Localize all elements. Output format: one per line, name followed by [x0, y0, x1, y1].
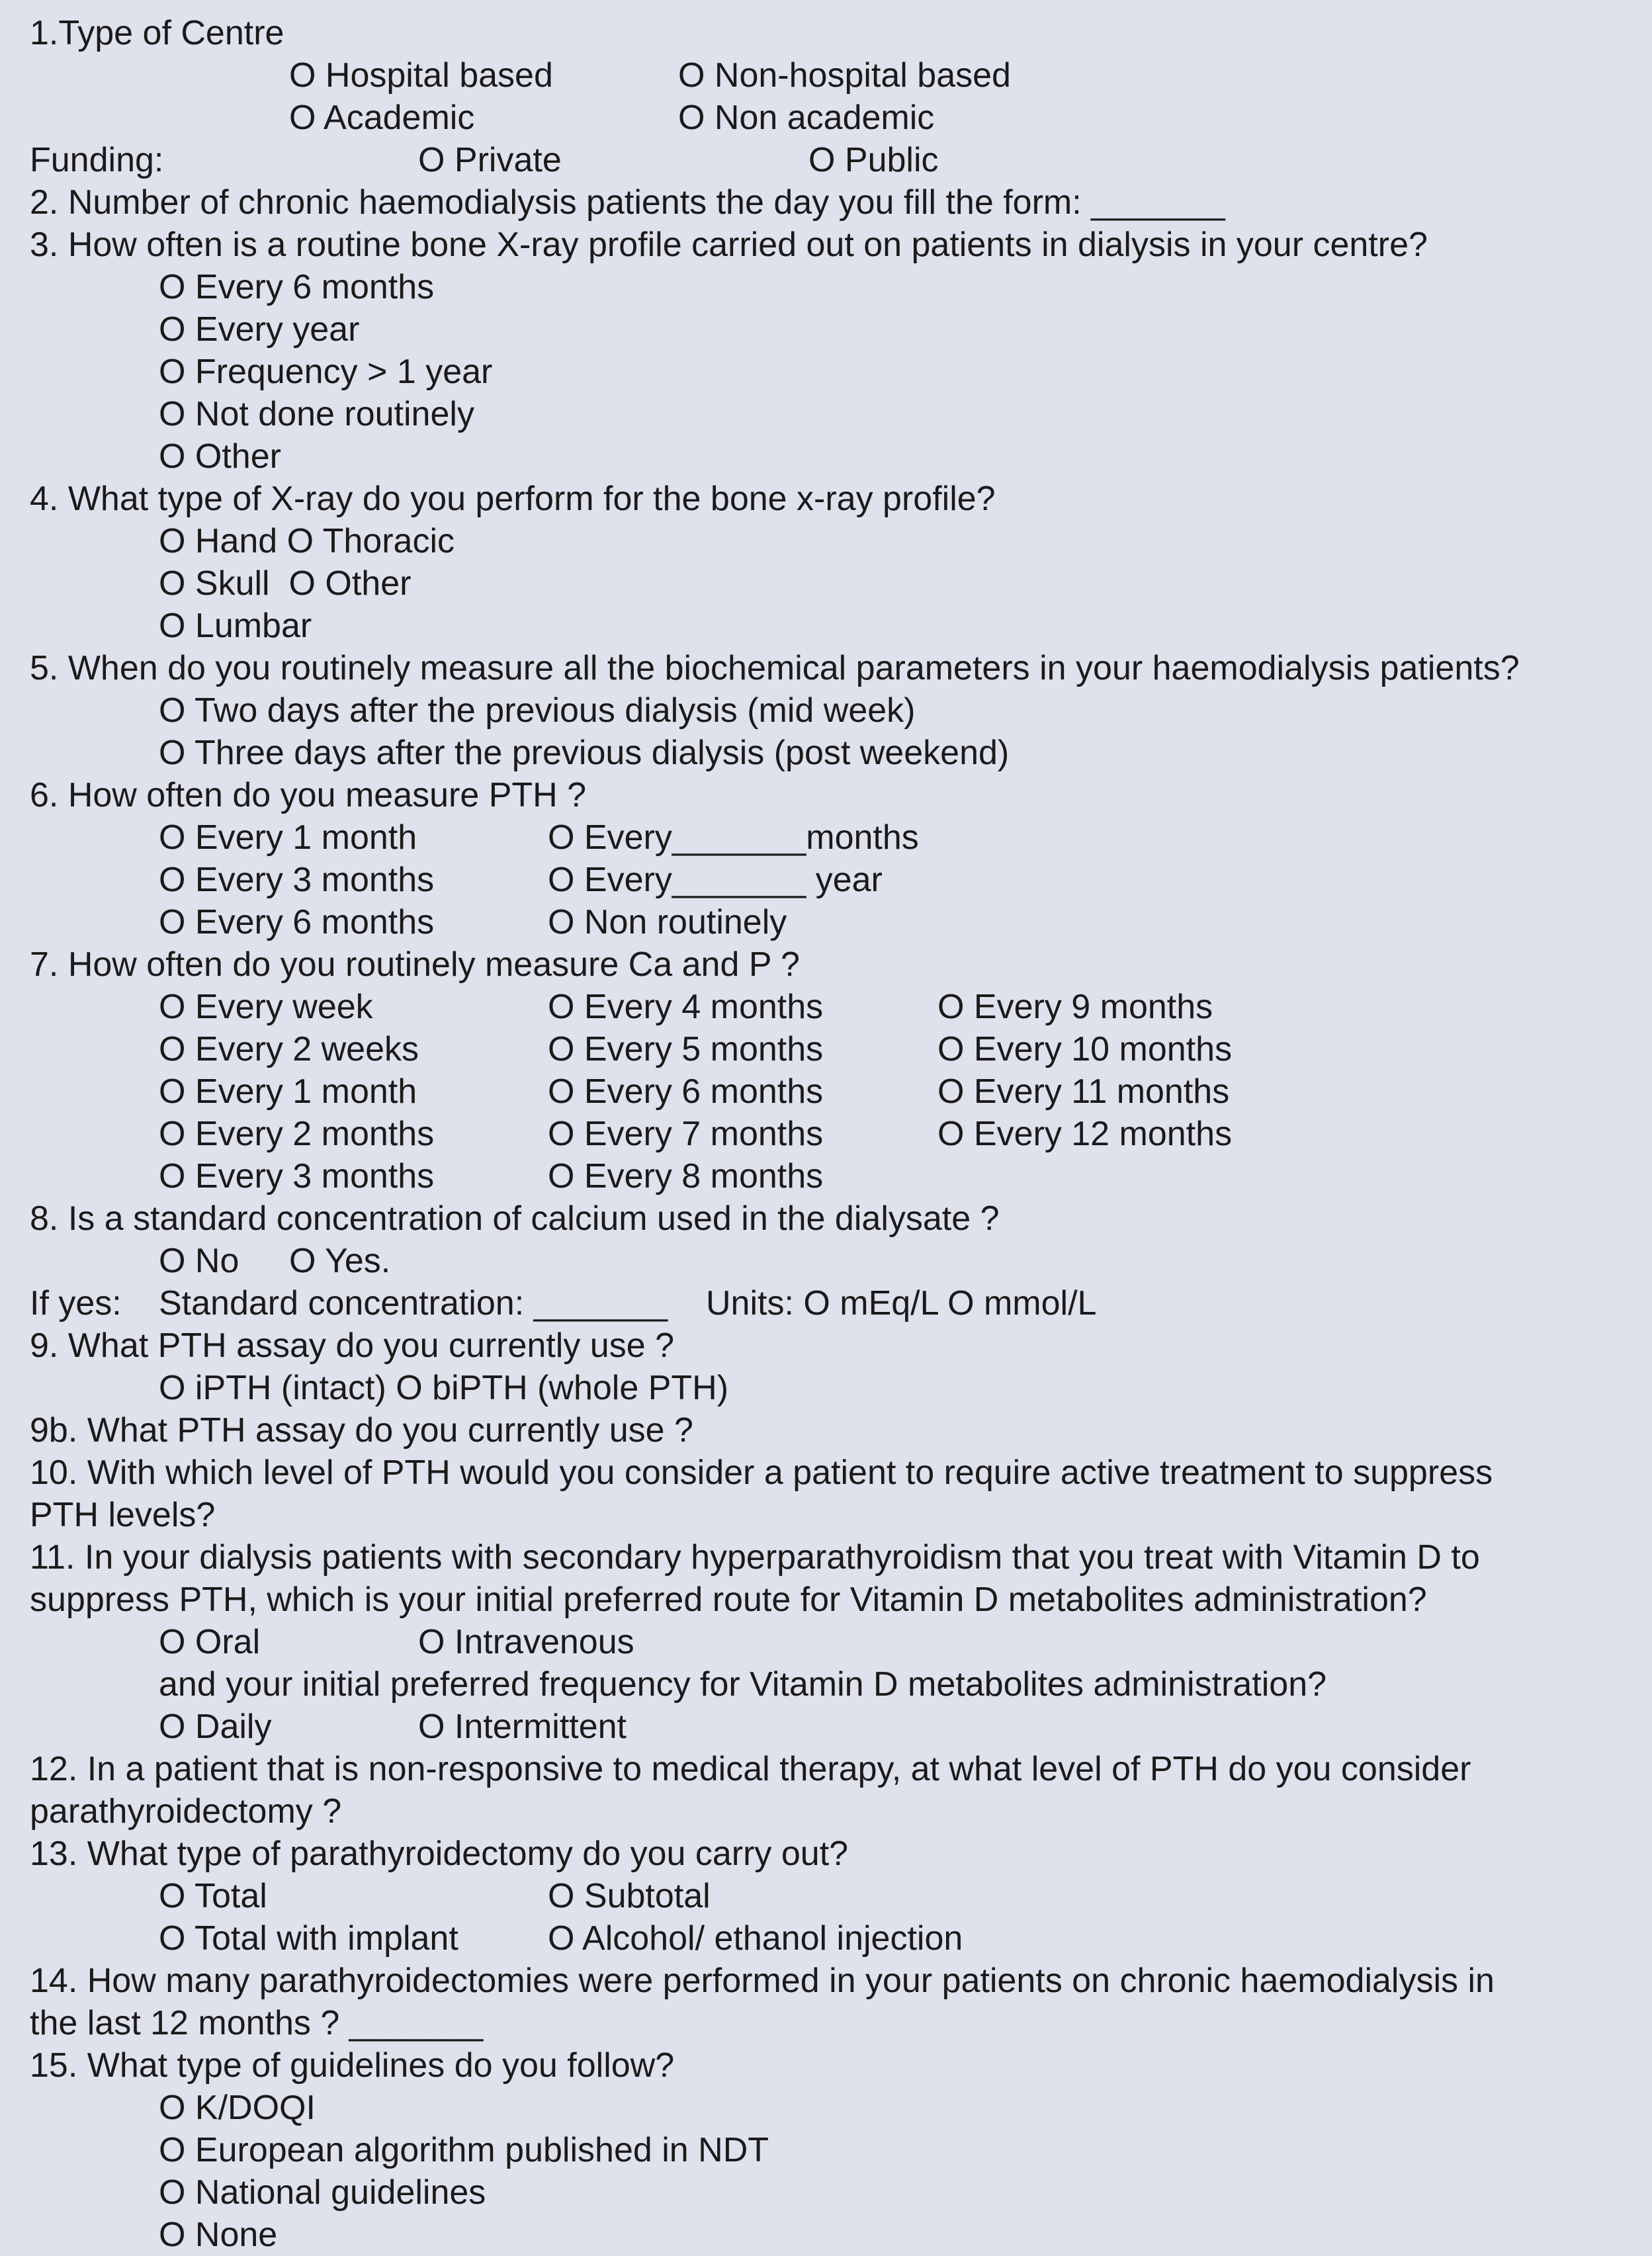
q11-option-intravenous[interactable]: O Intravenous [418, 1623, 634, 1661]
q4-option[interactable]: O Hand O Thoracic [159, 522, 455, 560]
q5-option[interactable]: O Three days after the previous dialysis (post weekend) [159, 734, 1010, 772]
q11-title-line1: 11. In your dialysis patients with secondary hyperparathyroidism that you treat with Vitamin D to [30, 1538, 1480, 1577]
q7-option[interactable]: O Every 5 months [548, 1030, 824, 1068]
q7-option[interactable]: O Every week [159, 988, 373, 1026]
q4-title: 4. What type of X-ray do you perform for the bone x-ray profile? [30, 480, 996, 518]
q4-option[interactable]: O Lumbar [159, 607, 312, 645]
q13-title: 13. What type of parathyroidectomy do you carry out? [30, 1835, 849, 1873]
q6-option[interactable]: O Every_______months [548, 818, 919, 857]
q11-option-oral[interactable]: O Oral [159, 1623, 261, 1661]
q3-option[interactable]: O Every 6 months [159, 268, 435, 306]
q8-if-yes-label: If yes: [30, 1284, 122, 1323]
q7-option[interactable]: O Every 2 months [159, 1115, 435, 1153]
q7-option[interactable]: O Every 6 months [548, 1072, 824, 1111]
q6-option[interactable]: O Every 6 months [159, 903, 435, 941]
q2-title: 2. Number of chronic haemodialysis patients the day you fill the form: _______ [30, 183, 1225, 222]
q7-option[interactable]: O Every 12 months [937, 1115, 1233, 1153]
funding-label: Funding: [30, 141, 164, 179]
q7-option[interactable]: O Every 4 months [548, 988, 824, 1026]
q11-option-intermittent[interactable]: O Intermittent [418, 1708, 627, 1746]
q1-title: 1.Type of Centre [30, 14, 284, 52]
q3-option[interactable]: O Every year [159, 310, 360, 349]
q15-option[interactable]: O None [159, 2216, 278, 2254]
q12-title-line2: parathyroidectomy ? [30, 1792, 342, 1831]
q3-option[interactable]: O Not done routinely [159, 395, 474, 433]
q13-option-total-implant[interactable]: O Total with implant [159, 1919, 458, 1958]
q4-option[interactable]: O Skull O Other [159, 564, 412, 603]
q7-option[interactable]: O Every 8 months [548, 1157, 824, 1195]
q1-option-non-academic[interactable]: O Non academic [678, 99, 935, 137]
q7-option[interactable]: O Every 11 months [937, 1072, 1230, 1111]
q8-units-options[interactable]: Units: O mEq/L O mmol/L [706, 1284, 1097, 1323]
q1-option-non-hospital[interactable]: O Non-hospital based [678, 56, 1011, 95]
q7-option[interactable]: O Every 2 weeks [159, 1030, 419, 1068]
q11-title-line2: suppress PTH, which is your initial preferred route for Vitamin D metabolites administration? [30, 1581, 1427, 1619]
q6-option[interactable]: O Every 3 months [159, 861, 435, 899]
q13-option-total[interactable]: O Total [159, 1877, 267, 1915]
q7-option[interactable]: O Every 7 months [548, 1115, 824, 1153]
q15-option[interactable]: O European algorithm published in NDT [159, 2131, 769, 2169]
q15-option[interactable]: O K/DOQI [159, 2089, 316, 2127]
q8-standard-concentration-field[interactable]: Standard concentration: _______ [159, 1284, 668, 1323]
q3-option[interactable]: O Frequency > 1 year [159, 353, 493, 391]
q8-option-yes[interactable]: O Yes. [289, 1242, 391, 1280]
q6-option[interactable]: O Every_______ year [548, 861, 883, 899]
q12-title-line1: 12. In a patient that is non-responsive to medical therapy, at what level of PTH do you consider [30, 1750, 1471, 1788]
q7-option[interactable]: O Every 10 months [937, 1030, 1233, 1068]
q7-option[interactable]: O Every 9 months [937, 988, 1213, 1026]
q9b-title: 9b. What PTH assay do you currently use ? [30, 1411, 693, 1450]
q8-option-no[interactable]: O No [159, 1242, 239, 1280]
q15-title: 15. What type of guidelines do you follow? [30, 2046, 675, 2085]
q10-title-line2: PTH levels? [30, 1496, 216, 1534]
q15-option[interactable]: O National guidelines [159, 2173, 486, 2212]
q13-option-subtotal[interactable]: O Subtotal [548, 1877, 711, 1915]
q11-subquestion: and your initial preferred frequency for Vitamin D metabolites administration? [159, 1665, 1327, 1704]
q13-option-alcohol[interactable]: O Alcohol/ ethanol injection [548, 1919, 963, 1958]
q1-option-academic[interactable]: O Academic [289, 99, 475, 137]
q6-option[interactable]: O Non routinely [548, 903, 787, 941]
q9-title: 9. What PTH assay do you currently use ? [30, 1326, 674, 1365]
q7-option[interactable]: O Every 3 months [159, 1157, 435, 1195]
q6-option[interactable]: O Every 1 month [159, 818, 417, 857]
q11-option-daily[interactable]: O Daily [159, 1708, 272, 1746]
q5-title: 5. When do you routinely measure all the biochemical parameters in your haemodialysis patients? [30, 649, 1520, 687]
funding-option-private[interactable]: O Private [418, 141, 562, 179]
q9-options[interactable]: O iPTH (intact) O biPTH (whole PTH) [159, 1369, 729, 1407]
q1-option-hospital[interactable]: O Hospital based [289, 56, 553, 95]
q5-option[interactable]: O Two days after the previous dialysis (mid week) [159, 691, 916, 730]
q14-title-line2[interactable]: the last 12 months ? _______ [30, 2004, 484, 2042]
q8-title: 8. Is a standard concentration of calcium used in the dialysate ? [30, 1199, 1000, 1238]
q3-title: 3. How often is a routine bone X-ray profile carried out on patients in dialysis in your centre? [30, 226, 1428, 264]
q6-title: 6. How often do you measure PTH ? [30, 776, 587, 814]
q7-title: 7. How often do you routinely measure Ca and P ? [30, 945, 800, 984]
q3-option[interactable]: O Other [159, 437, 281, 476]
q14-title-line1: 14. How many parathyroidectomies were performed in your patients on chronic haemodialysis in [30, 1962, 1495, 2000]
funding-option-public[interactable]: O Public [808, 141, 939, 179]
q7-option[interactable]: O Every 1 month [159, 1072, 417, 1111]
q10-title-line1: 10. With which level of PTH would you consider a patient to require active treatment to suppress [30, 1453, 1493, 1492]
